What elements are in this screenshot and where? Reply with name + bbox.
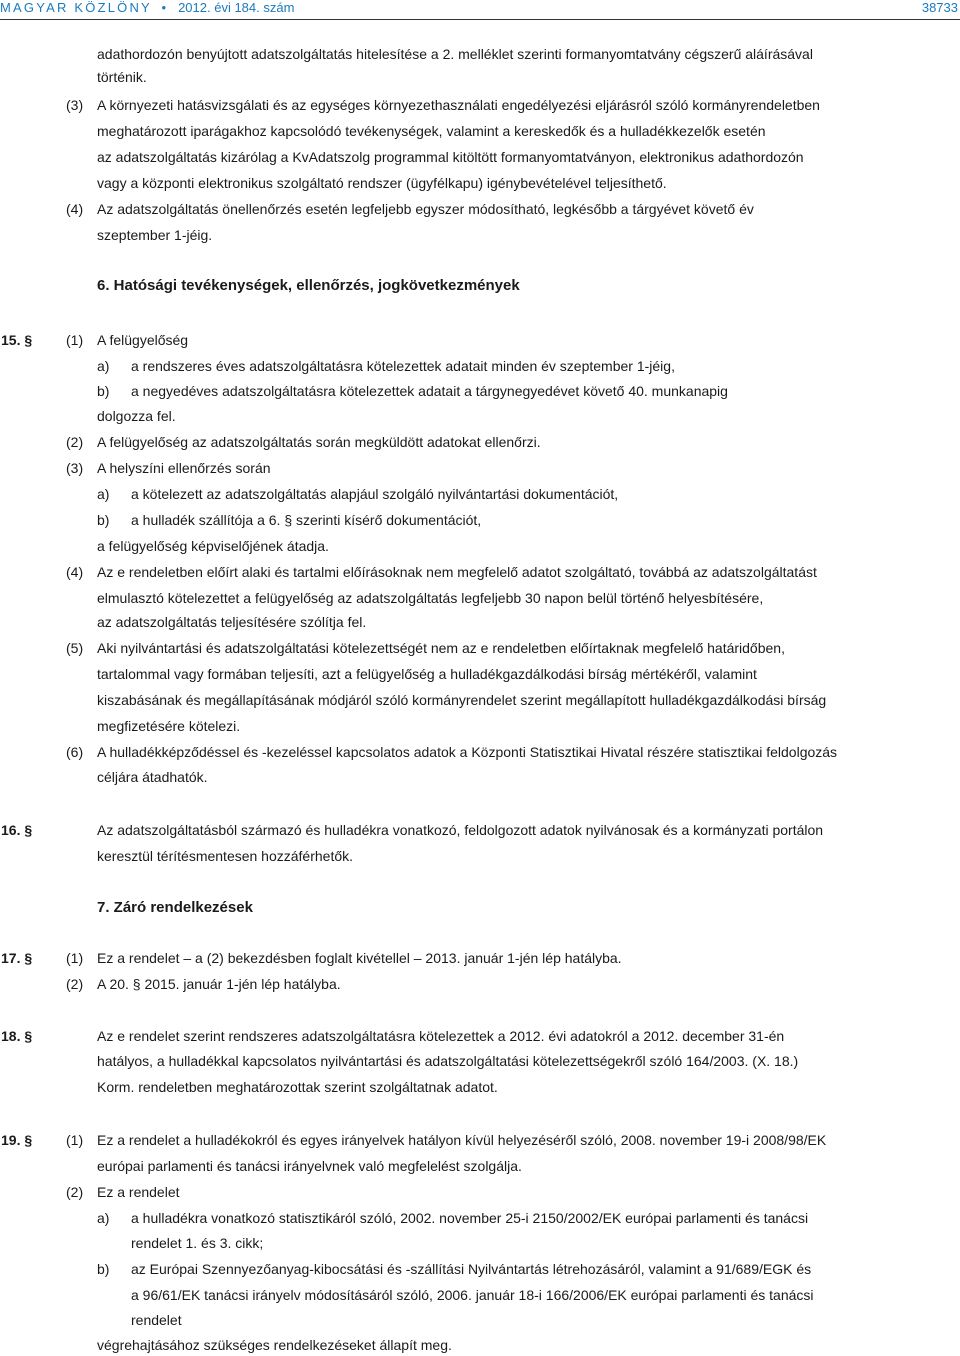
page-number: 38733 bbox=[921, 0, 958, 15]
text-line: A hulladékképződéssel és -kezeléssel kapcsolatos adatok a Központi Statisztikai Hivatal részére statisztikai feldolgozás bbox=[97, 744, 838, 760]
section-number: 18. § bbox=[1, 1028, 33, 1044]
text-line: európai parlamenti és tanácsi irányelvnek való megfelelést szolgálja. bbox=[97, 1158, 522, 1174]
paragraph-number: (4) bbox=[66, 564, 84, 580]
text-line: a felügyelőség képviselőjének átadja. bbox=[97, 538, 329, 554]
section-number: 16. § bbox=[1, 822, 33, 838]
text-line: az adatszolgáltatás teljesítésére szólítja fel. bbox=[97, 614, 367, 630]
text-line: elmulasztó kötelezettet a felügyelőség az adatszolgáltatás legfeljebb 30 napon belül történő helyesbítésére, bbox=[97, 590, 764, 606]
text-line: Az adatszolgáltatásból származó és hulladékra vonatkozó, feldolgozott adatok nyilvánosak és a kormányzati portálon bbox=[97, 822, 824, 838]
text-line: Korm. rendeletben meghatározottak szerint szolgáltatnak adatot. bbox=[97, 1079, 498, 1095]
text-line: Az e rendelet szerint rendszeres adatszolgáltatásra kötelezettek a 2012. évi adatokról a 2012. december 31-én bbox=[97, 1028, 785, 1044]
paragraph-number: (6) bbox=[66, 744, 84, 760]
paragraph-number: (2) bbox=[66, 434, 84, 450]
text-line: A felügyelőség az adatszolgáltatás során megküldött adatokat ellenőrzi. bbox=[97, 434, 541, 450]
section-heading: 6. Hatósági tevékenységek, ellenőrzés, jogkövetkezmények bbox=[97, 277, 520, 294]
text-line: A felügyelőség bbox=[97, 332, 189, 348]
point-label: b) bbox=[97, 383, 110, 399]
text-line: szeptember 1-jéig. bbox=[97, 227, 213, 243]
text-line: adathordozón benyújtott adatszolgáltatás hitelesítése a 2. melléklet szerinti formanyomtatvány cégszerű aláírásával bbox=[97, 46, 813, 62]
paragraph-number: (3) bbox=[66, 460, 84, 476]
text-line: Aki nyilvántartási és adatszolgáltatási kötelezettségét nem az e rendeletben előírtaknak megfelelő határidőben, bbox=[97, 640, 785, 656]
text-line: A környezeti hatásvizsgálati és az egységes környezethasználati engedélyezési eljárásról szóló kormányrendeletben bbox=[97, 97, 820, 113]
text-line: a hulladék szállítója a 6. § szerinti kísérő dokumentációt, bbox=[131, 512, 482, 528]
section-number: 17. § bbox=[1, 950, 33, 966]
point-label: b) bbox=[97, 512, 110, 528]
text-line: hatályos, a hulladékkal kapcsolatos nyilvántartási és adatszolgáltatási kötelezettségekről szóló 164/2003. (X. 18.) bbox=[97, 1053, 799, 1069]
text-line: A 20. § 2015. január 1-jén lép hatályba. bbox=[97, 976, 341, 992]
text-line: végrehajtásához szükséges rendelkezéseket állapít meg. bbox=[97, 1337, 452, 1353]
text-line: Ez a rendelet – a (2) bekezdésben foglalt kivétellel – 2013. január 1-jén lép hatályba. bbox=[97, 950, 622, 966]
text-line: kiszabásának és megállapításának módjáról szóló kormányrendelet szerint megállapított hulladékgazdálkodási bírság bbox=[97, 692, 827, 708]
text-line: dolgozza fel. bbox=[97, 408, 176, 424]
paragraph-number: (1) bbox=[66, 950, 84, 966]
text-line: rendelet 1. és 3. cikk; bbox=[131, 1235, 264, 1251]
text-line: Az e rendeletben előírt alaki és tartalmi előírásoknak nem megfelelő adatot szolgáltató, továbbá az adatszolgáltatást bbox=[97, 564, 817, 580]
issue-label: 2012. évi 184. szám bbox=[178, 0, 295, 15]
paragraph-number: (4) bbox=[66, 201, 84, 217]
header-bullet: • bbox=[161, 0, 169, 15]
paragraph-number: (5) bbox=[66, 640, 84, 656]
text-line: az Európai Szennyezőanyag-kibocsátási és -szállítási Nyilvántartás létrehozásáról, valamint a 91/689/EGK és bbox=[131, 1261, 812, 1277]
text-line: meghatározott iparágakhoz kapcsolódó tevékenységek, valamint a kereskedők és a hulladékkezelők esetén bbox=[97, 123, 766, 139]
point-label: a) bbox=[97, 1210, 110, 1226]
text-line: Ez a rendelet a hulladékokról és egyes irányelvek hatályon kívül helyezéséről szóló, 2008. november 19-i 2008/98/EK bbox=[97, 1132, 827, 1148]
text-line: a 96/61/EK tanácsi irányelv módosításáról szóló, 2006. január 18-i 166/2006/EK európai parlamenti és tanácsi bbox=[131, 1287, 814, 1303]
text-line: Az adatszolgáltatás önellenőrzés esetén legfeljebb egyszer módosítható, legkésőbb a tárgyévet követő év bbox=[97, 201, 754, 217]
text-line: céljára átadhatók. bbox=[97, 769, 208, 785]
paragraph-number: (1) bbox=[66, 1132, 84, 1148]
section-number: 15. § bbox=[1, 332, 33, 348]
text-line: a negyedéves adatszolgáltatásra kötelezettek adatait a tárgynegyedévet követő 40. munkanapig bbox=[131, 383, 728, 399]
point-label: a) bbox=[97, 486, 110, 502]
point-label: a) bbox=[97, 358, 110, 374]
paragraph-number: (2) bbox=[66, 1184, 84, 1200]
text-line: Ez a rendelet bbox=[97, 1184, 180, 1200]
paragraph-number: (3) bbox=[66, 97, 84, 113]
section-number: 19. § bbox=[1, 1132, 33, 1148]
text-line: a hulladékra vonatkozó statisztikáról szóló, 2002. november 25-i 2150/2002/EK európai parlamenti és tanácsi bbox=[131, 1210, 809, 1226]
text-line: történik. bbox=[97, 69, 147, 85]
paragraph-number: (1) bbox=[66, 332, 84, 348]
text-line: az adatszolgáltatás kizárólag a KvAdatszolg programmal kitöltött formanyomtatványon, elektronikus adathordozón bbox=[97, 149, 804, 165]
text-line: a kötelezett az adatszolgáltatás alapjául szolgáló nyilvántartási dokumentációt, bbox=[131, 486, 619, 502]
text-line: keresztül térítésmentesen hozzáférhetők. bbox=[97, 848, 354, 864]
point-label: b) bbox=[97, 1261, 110, 1277]
text-line: vagy a központi elektronikus szolgáltató rendszer (ügyfélkapu) igénybevételével teljesíthető. bbox=[97, 175, 667, 191]
text-line: megfizetésére kötelezi. bbox=[97, 718, 241, 734]
paragraph-number: (2) bbox=[66, 976, 84, 992]
text-line: a rendszeres éves adatszolgáltatásra kötelezettek adatait minden év szeptember 1-jéig, bbox=[131, 358, 675, 374]
text-line: A helyszíni ellenőrzés során bbox=[97, 460, 271, 476]
journal-title: MAGYAR KÖZLÖNY bbox=[0, 0, 152, 15]
section-heading: 7. Záró rendelkezések bbox=[97, 899, 253, 916]
text-line: tartalommal vagy formában teljesíti, azt a felügyelőség a hulladékgazdálkodási bírság mértékéről, valamint bbox=[97, 666, 757, 682]
text-line: rendelet bbox=[131, 1312, 182, 1328]
